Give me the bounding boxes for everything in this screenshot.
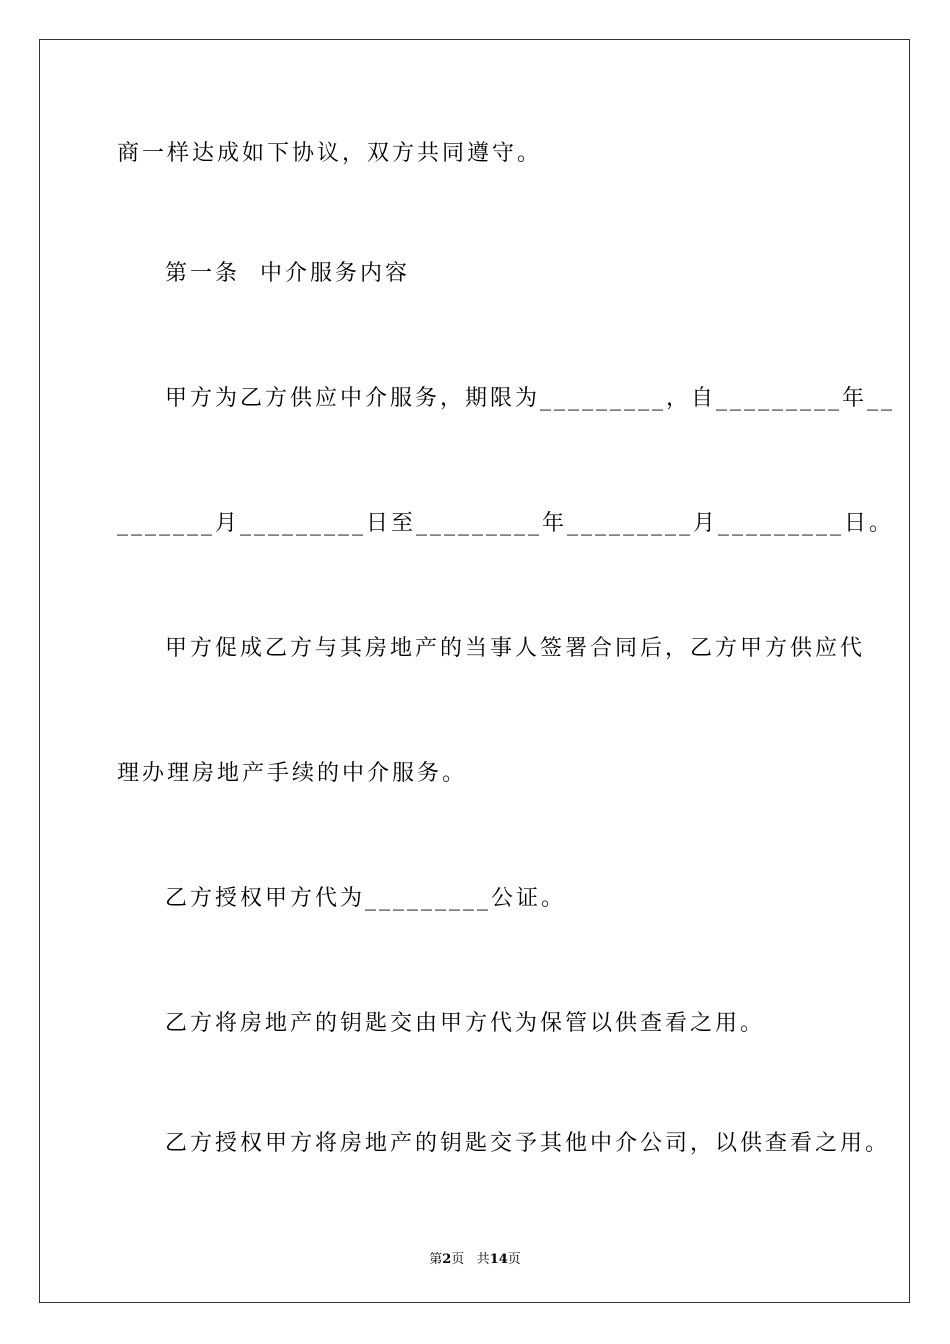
body-line-3: 甲方为乙方供应中介服务，期限为_________，自_________年__ — [165, 386, 896, 411]
total-prefix: 共 — [476, 1252, 490, 1267]
page-number: 2 — [442, 1252, 452, 1267]
body-line-1: 商一样达成如下协议，双方共同遵守。 — [117, 141, 543, 166]
body-line-6: 理办理房地产手续的中介服务。 — [117, 761, 468, 786]
page-footer — [0, 1248, 950, 1267]
body-line-9: 乙方授权甲方将房地产的钥匙交予其他中介公司，以供查看之用。 — [165, 1131, 891, 1156]
page-border — [39, 39, 910, 1303]
article-heading: 第一条 中介服务内容 — [165, 261, 410, 286]
body-line-7: 乙方授权甲方代为_________公证。 — [165, 886, 567, 911]
total-pages: 14 — [489, 1252, 508, 1267]
page-suffix: 页 — [451, 1252, 465, 1267]
page-prefix: 第 — [429, 1252, 443, 1267]
body-line-4: _______月_________日至_________年_________月_________日。 — [117, 511, 895, 536]
body-line-5: 甲方促成乙方与其房地产的当事人签署合同后，乙方甲方供应代 — [165, 636, 866, 661]
body-line-8: 乙方将房地产的钥匙交由甲方代为保管以供查看之用。 — [165, 1011, 766, 1036]
total-suffix: 页 — [507, 1252, 521, 1267]
